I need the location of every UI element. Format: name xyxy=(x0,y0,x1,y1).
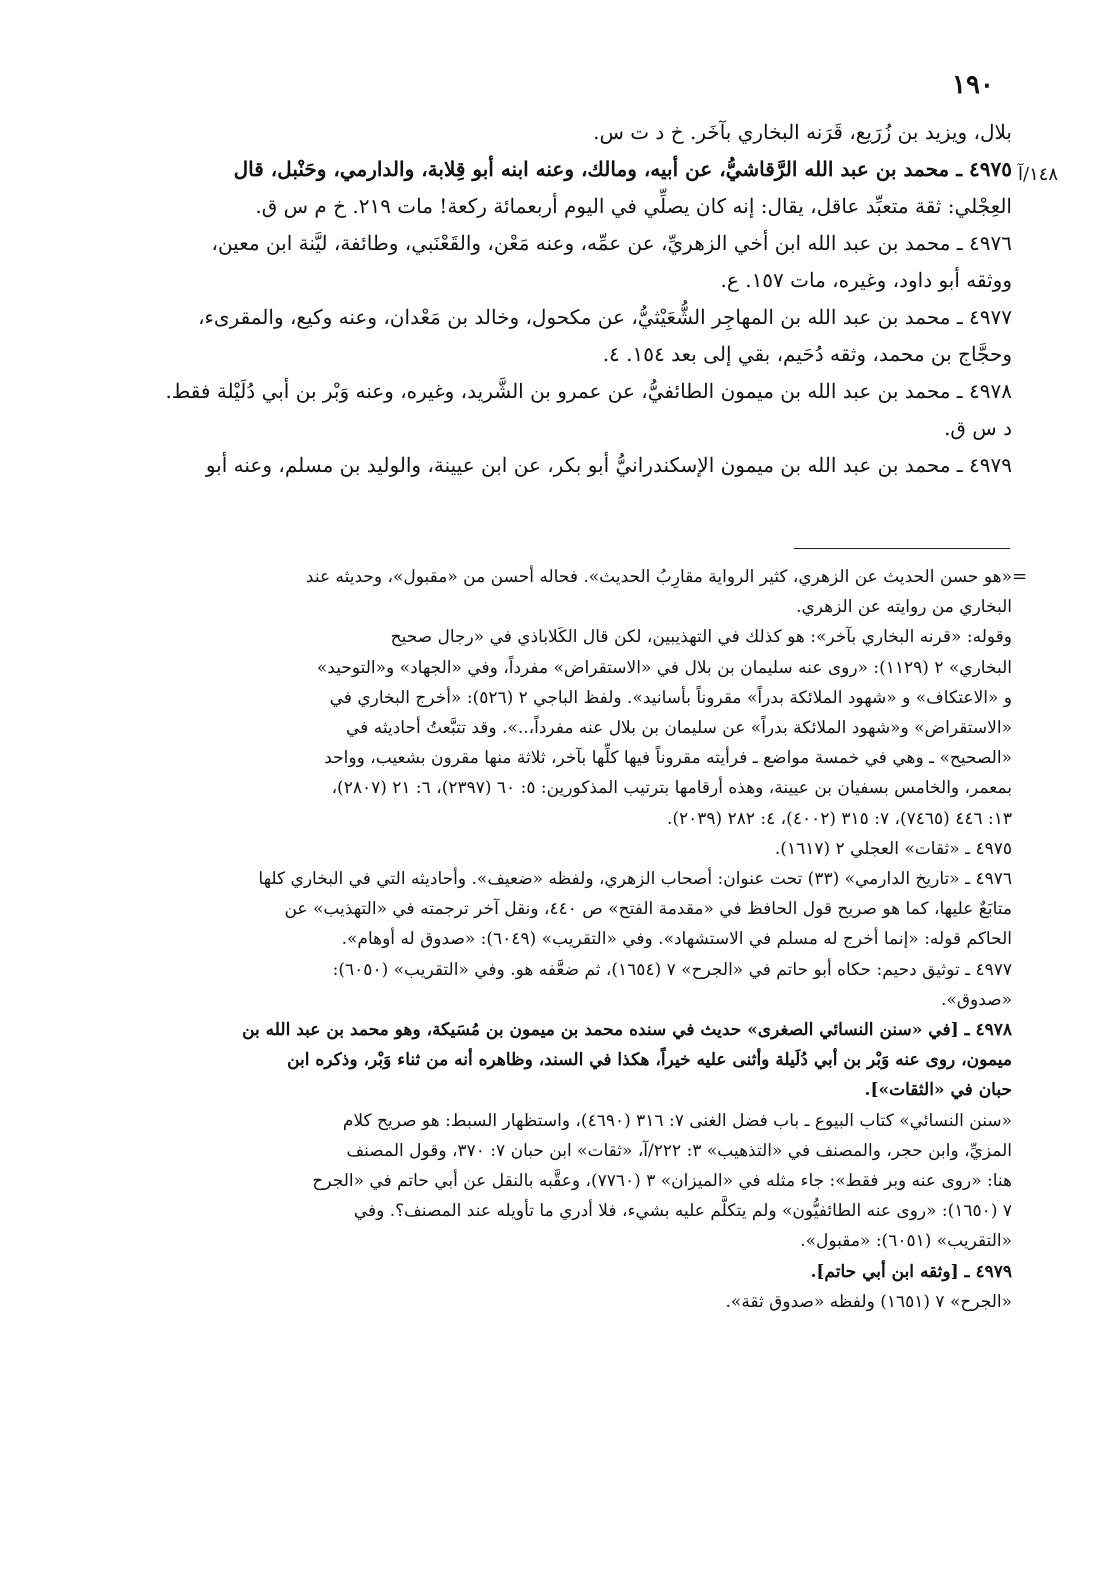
footnote-line: «صدوق». xyxy=(941,989,1012,1010)
footnote-line: ٤٩٧٨ ـ [في «سنن النسائي الصغرى» حديث في سنده محمد بن ميمون بن مُسَيكة، وهو محمد بن عبد الله بن xyxy=(242,1020,1012,1041)
main-text-line: وحجَّاج بن محمد، وثقه دُحَيم، بقي إلى بعد ١٥٤. ٤. xyxy=(602,342,1012,366)
footnote-line: ٤٩٧٥ ـ «ثقات» العجلي ٢ (١٦١٧). xyxy=(774,838,1012,859)
entry-4975-line: ٤٩٧٥ ـ محمد بن عبد الله الرَّقاشيُّ، عن أبيه، ومالك، وعنه ابنه أبو قِلابة، والدارمي، وحَنْبل، قال xyxy=(233,157,1012,181)
footnote-line: حبان في «الثقات»]. xyxy=(864,1080,1012,1101)
footnote-line: ٤٩٧٧ ـ توثيق دحيم: حكاه أبو حاتم في «الجرح» ٧ (١٦٥٤)، ثم ضعَّفه هو. وفي «التقريب» (٦٠٥٠): xyxy=(332,959,1012,980)
entry-4979-line: ٤٩٧٩ ـ محمد بن عبد الله بن ميمون الإسكندرانيُّ أبو بكر، عن ابن عيينة، والوليد بن مسلم، وعنه أبو xyxy=(205,453,1012,477)
footnote-line: ميمون، روى عنه وَبْر بن أبي دُلَيلة وأثنى عليه خيراً، هكذا في السند، وظاهره أنه من ثناء وَبْر، وذكره ابن xyxy=(287,1050,1012,1071)
entry-4976-line: ٤٩٧٦ ـ محمد بن عبد الله ابن أخي الزهريِّ، عن عمِّه، وعنه مَعْن، والقَعْنَبي، وطائفة، ليَّنة ابن معين، xyxy=(211,231,1012,255)
footnote-line: وقوله: «قرنه البخاري بآخر»: هو كذلك في التهذيبين، لكن قال الكَلاباذي في «رجال صحيح xyxy=(390,627,1012,648)
footnote-line: ٧ (١٦٥٠): «روى عنه الطائفيُّون» ولم يتكلَّم عليه بشيء، فلا أدري ما تأويله عند المصنف؟. وفي xyxy=(353,1201,1012,1222)
footnote-line: «الجرح» ٧ (١٦٥١) ولفظه «صدوق ثقة». xyxy=(725,1291,1012,1312)
continuation-mark: = xyxy=(1012,566,1028,587)
page-number: ١٩٠ xyxy=(952,70,994,100)
footnote-line: «التقريب» (٦٠٥١): «مقبول». xyxy=(800,1231,1012,1252)
footnote-line: البخاري» ٢ (١١٢٩): «روى عنه سليمان بن بلال في «الاستقراض» مفرداً، وفي «الجهاد» و«التوحيد» xyxy=(316,657,1012,678)
footnote-line: هنا: «روى عنه وبر فقط»: جاء مثله في «الميزان» ٣ (٧٧٦٠)، وعقَّبه بالنقل عن أبي حاتم في «الجرح xyxy=(312,1171,1012,1192)
footnote-line: البخاري من روايته عن الزهري. xyxy=(796,597,1012,618)
entry-4977-line: ٤٩٧٧ ـ محمد بن عبد الله بن المهاجِر الشُّعَيْثيُّ، عن مكحول، وخالد بن مَعْدان، وعنه وكيع، والمقرىء، xyxy=(198,305,1012,329)
footnote-line: «الصحيح» ـ وهي في خمسة مواضع ـ فرأيته مقروناً فيها كلِّها بآخر، ثلاثة منها مقرون بشعيب، وواحد xyxy=(324,748,1012,769)
footnote-line: متابَعٌ عليها، كما هو صريح قول الحافظ في «مقدمة الفتح» ص ٤٤٠، ونقل آخر ترجمته في «التهذيب» عن xyxy=(284,899,1012,920)
footnote-line: الحاكم قوله: «إنما أخرج له مسلم في الاستشهاد». وفي «التقريب» (٦٠٤٩): «صدوق له أوهام». xyxy=(341,929,1012,950)
footnote-line: ٤٩٧٩ ـ [وثقه ابن أبي حاتم]. xyxy=(810,1261,1012,1282)
main-text-line: بلال، ويزيد بن زُرَيع، قَرَنه البخاري بآخَر. خ د ت س. xyxy=(593,120,1012,144)
footnote-line: بمعمر، والخامس بسفيان بن عيينة، وهذه أرقامها بترتيب المذكورين: ٥: ٦٠ (٢٣٩٧)، ٦: ٢١ (٢٨٠٧)، xyxy=(331,778,1012,799)
footnote-line: المزيِّ، وابن حجر، والمصنف في «التذهيب» ٣: ٢٢٢/آ، «ثقات» ابن حبان ٧: ٣٧٠، وقول المصنف xyxy=(346,1140,1012,1161)
footnote-line: «سنن النسائي» كتاب البيوع ـ باب فضل الغنى ٧: ٣١٦ (٤٦٩٠)، واستظهار السبط: هو صريح كلام xyxy=(342,1110,1012,1131)
footnote-line: ١٣: ٤٤٦ (٧٤٦٥)، ٧: ٣١٥ (٤٠٠٢)، ٤: ٢٨٢ (٢٠٣٩). xyxy=(666,808,1012,829)
main-text-line: العِجْلي: ثقة متعبِّد عاقل، يقال: إنه كان يصلِّي في اليوم أربعمائة ركعة! مات ٢١٩. خ م س ق. xyxy=(255,194,1012,218)
main-text xyxy=(34,114,1012,484)
footnote-divider xyxy=(794,548,1010,549)
main-text-line: ووثقه أبو داود، وغيره، مات ١٥٧. ع. xyxy=(720,268,1012,292)
main-text-line: د س ق. xyxy=(944,416,1012,440)
footnote-line: و «الاعتكاف» و «شهود الملائكة بدراً» مقروناً بأسانيد». ولفظ الباجي ٢ (٥٢٦): «أخرج البخاري في xyxy=(329,687,1012,708)
entry-4978-line: ٤٩٧٨ ـ محمد بن عبد الله بن ميمون الطائفيُّ، عن عمرو بن الشَّريد، وغيره، وعنه وَبْر بن أبي دُلَيْلة فقط. xyxy=(165,379,1012,403)
footnote-line: ٤٩٧٦ ـ «تاريخ الدارمي» (٣٣) تحت عنوان: أصحاب الزهري، ولفظه «ضعيف». وأحاديثه التي في البخاري كلها xyxy=(258,869,1012,890)
footnote-line: «الاستقراض» و«شهود الملائكة بدراً» عن سليمان بن بلال عنه مفرداً،..». وقد تتبَّعتُ أحاديثه في xyxy=(346,718,1012,739)
footnotes xyxy=(34,562,1012,1317)
footnote-line: «هو حسن الحديث عن الزهري، كثير الرواية مقارِبُ الحديث». فحاله أحسن من «مقبول»، وحديثه عند xyxy=(305,567,1012,587)
margin-manuscript-ref: ١٤٨/آ xyxy=(1018,164,1059,185)
